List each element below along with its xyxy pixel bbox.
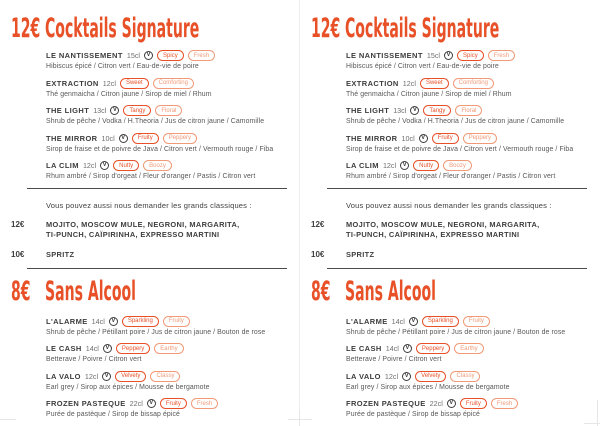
item-description: Thé genmaicha / Citron jaune / Sirop de miel / Rhum — [346, 90, 512, 98]
section-header-sans-alcool — [0, 276, 300, 306]
flavor-tag: Fresh — [191, 398, 218, 409]
item-title-line — [346, 343, 600, 354]
vegan-icon: V — [110, 106, 119, 115]
item-size: 12cl — [82, 161, 97, 170]
item-name: LA VALO — [346, 371, 381, 381]
flavor-tag: Fruity — [163, 316, 190, 327]
flavor-tag: Velvety — [415, 371, 446, 382]
flavor-tag: Floral — [455, 105, 482, 116]
flavor-tag: Sweet — [420, 78, 449, 89]
item-title-line — [46, 316, 300, 327]
item-size: 12cl — [382, 161, 397, 170]
flavor-tag: Spicy — [457, 50, 484, 61]
item-name: EXTRACTION — [46, 78, 99, 88]
section-title: Cocktails Signature — [45, 13, 200, 44]
classics-row — [300, 220, 600, 240]
crop-mark — [288, 419, 312, 420]
crop-mark — [584, 423, 600, 424]
vegan-icon: V — [444, 51, 453, 60]
item-title-line — [346, 78, 600, 89]
flavor-tag: Fruity — [132, 133, 159, 144]
item-name: THE MIRROR — [46, 133, 98, 143]
crop-mark — [299, 410, 300, 426]
divider — [327, 188, 587, 189]
item-size: 22cl — [129, 399, 143, 408]
item-name: LE NANTISSEMENT — [46, 51, 123, 60]
sans-alcool-list — [46, 316, 300, 420]
classics-names — [346, 250, 600, 260]
item-description: Sirop de fraise et de poivre de Java / Citron vert / Vermouth rouge / Fiba — [46, 145, 274, 153]
menu-item-frozen-pasteque — [346, 398, 600, 419]
item-name: L'ALARME — [346, 316, 388, 326]
classics-list — [300, 220, 600, 260]
item-title-line — [346, 105, 600, 116]
item-title-line — [46, 398, 300, 409]
item-size: 13cl — [93, 106, 107, 115]
menu-item-la-clim — [346, 160, 600, 181]
item-description: Hibiscus épicé / Citron vert / Eau-de-vie de poire — [346, 63, 499, 70]
menu-item-the-light — [46, 105, 300, 126]
menu-item-the-light — [346, 105, 600, 126]
vegan-icon: V — [147, 399, 156, 408]
item-name: LE CASH — [46, 344, 82, 353]
item-size: 14cl — [385, 344, 399, 353]
item-name: THE MIRROR — [346, 133, 398, 143]
item-size: 14cl — [85, 344, 99, 353]
flavor-tag: Velvety — [115, 371, 146, 382]
flavor-tag: Comforting — [153, 78, 194, 89]
classics-line: MOJITO, MOSCOW MULE, NEGRONI, MARGARITA, — [346, 219, 540, 229]
classics-line: TI-PUNCH, CAÏPIRINHA, EXPRESSO MARTINI — [46, 229, 220, 239]
menu-item-l-alarme — [346, 316, 600, 337]
item-name: THE LIGHT — [46, 106, 90, 115]
flavor-tag: Sparkling — [422, 316, 459, 327]
section-header-sans-alcool — [300, 276, 600, 306]
classics-row — [0, 250, 300, 260]
section-title: Sans Alcool — [45, 275, 136, 307]
section-price: 12€ — [11, 13, 41, 44]
item-name: EXTRACTION — [346, 78, 399, 88]
flavor-tag: Classy — [450, 371, 480, 382]
crop-mark — [0, 419, 16, 420]
vegan-icon: V — [400, 161, 409, 170]
flavor-tag: Sweet — [120, 78, 149, 89]
menu-panel — [300, 0, 600, 426]
flavor-tag: Nutty — [113, 160, 139, 171]
flavor-tag: Fresh — [488, 50, 515, 61]
menu-item-extraction — [346, 78, 600, 99]
item-description: Rhum ambré / Sirop d'orgeat / Fleur d'oranger / Pastis / Citron vert — [46, 173, 256, 180]
item-title-line — [46, 78, 300, 89]
flavor-tag: Earthy — [454, 343, 483, 354]
item-title-line — [46, 105, 300, 116]
classics-price: 12€ — [311, 219, 325, 229]
item-title-line — [346, 160, 600, 171]
item-size: 14cl — [91, 316, 105, 326]
item-size: 22cl — [429, 399, 443, 408]
menu-item-le-nantissement — [346, 50, 600, 71]
item-description: Purée de pastèque / Sirop de bissap épicé — [346, 411, 480, 418]
flavor-tag: Nutty — [413, 160, 439, 171]
item-title-line — [46, 50, 300, 61]
item-size: 15cl — [426, 51, 441, 60]
menu-item-le-cash — [346, 343, 600, 364]
item-description: Shrub de pêche / Pétillant poire / Jus de citron jaune / Bouton de rose — [46, 328, 266, 336]
vegan-icon: V — [403, 344, 412, 353]
flavor-tag: Tangy — [123, 105, 151, 116]
flavor-tag: Peppery — [416, 343, 450, 354]
item-size: 14cl — [391, 316, 405, 326]
section-header-cocktails — [0, 13, 300, 43]
classics-names — [46, 250, 300, 260]
item-title-line — [46, 343, 300, 354]
flavor-tag: Peppery — [116, 343, 150, 354]
menu-item-the-mirror — [46, 133, 300, 154]
vegan-icon: V — [102, 372, 111, 381]
flavor-tag: Boozy — [143, 160, 172, 171]
classics-price: 10€ — [11, 249, 25, 259]
item-title-line — [46, 371, 300, 382]
flavor-tag: Fruity — [160, 398, 187, 409]
classics-line: SPRITZ — [346, 249, 375, 259]
menu-item-frozen-pasteque — [46, 398, 300, 419]
cocktails-list — [346, 50, 600, 181]
vegan-icon: V — [409, 317, 418, 326]
item-size: 12cl — [402, 78, 416, 88]
item-name: FROZEN PASTEQUE — [46, 399, 126, 408]
item-name: LE CASH — [346, 344, 382, 353]
section-price: 8€ — [311, 275, 331, 307]
flavor-tag: Fruity — [432, 133, 459, 144]
divider — [327, 268, 587, 269]
vegan-icon: V — [103, 344, 112, 353]
flavor-tag: Comforting — [453, 78, 494, 89]
item-description: Rhum ambré / Sirop d'orgeat / Fleur d'oranger / Pastis / Citron vert — [346, 173, 556, 180]
section-price: 8€ — [11, 275, 31, 307]
item-name: LA VALO — [46, 371, 81, 381]
menu-item-le-cash — [46, 343, 300, 364]
item-description: Purée de pastèque / Sirop de bissap épicé — [46, 411, 180, 418]
classics-row — [300, 250, 600, 260]
flavor-tag: Earthy — [154, 343, 183, 354]
item-description: Betterave / Poivre / Citron vert — [346, 356, 442, 363]
item-name: FROZEN PASTEQUE — [346, 399, 426, 408]
cocktails-list — [46, 50, 300, 181]
classics-note: Vous pouvez aussi nous demander les grands classiques : — [46, 200, 252, 210]
vegan-icon: V — [144, 51, 153, 60]
flavor-tag: Peppery — [163, 133, 197, 144]
flavor-tag: Boozy — [443, 160, 472, 171]
flavor-tag: Fresh — [491, 398, 518, 409]
divider — [27, 188, 287, 189]
sans-alcool-list — [346, 316, 600, 420]
vegan-icon: V — [109, 317, 118, 326]
item-name: THE LIGHT — [346, 106, 390, 115]
flavor-tag: Spicy — [157, 50, 184, 61]
item-description: Hibiscus épicé / Citron vert / Eau-de-vie de poire — [46, 63, 199, 70]
section-title: Cocktails Signature — [345, 13, 500, 44]
classics-price: 12€ — [11, 219, 25, 229]
item-description: Earl grey / Sirop aux épices / Mousse de bergamote — [46, 383, 210, 391]
item-title-line — [346, 398, 600, 409]
divider — [27, 268, 287, 269]
item-title-line — [46, 133, 300, 144]
section-price: 12€ — [311, 13, 341, 44]
menu-item-le-nantissement — [46, 50, 300, 71]
classics-line: TI-PUNCH, CAÏPIRINHA, EXPRESSO MARTINI — [346, 229, 520, 239]
classics-price: 10€ — [311, 249, 325, 259]
item-title-line — [346, 371, 600, 382]
classics-note: Vous pouvez aussi nous demander les grands classiques : — [346, 200, 552, 210]
flavor-tag: Peppery — [463, 133, 497, 144]
item-name: LA CLIM — [346, 161, 379, 170]
item-description: Sirop de fraise et de poivre de Java / Citron vert / Vermouth rouge / Fiba — [346, 145, 574, 153]
panel-seam-line — [299, 0, 300, 426]
item-description: Betterave / Poivre / Citron vert — [46, 356, 142, 363]
item-description: Shrub de pêche / Pétillant poire / Jus de citron jaune / Bouton de rose — [346, 328, 566, 336]
menu-item-la-valo — [346, 371, 600, 392]
classics-names — [46, 220, 300, 240]
flavor-tag: Sparkling — [122, 316, 159, 327]
vegan-icon: V — [119, 134, 128, 143]
classics-names — [346, 220, 600, 240]
classics-line: SPRITZ — [46, 249, 75, 259]
item-title-line — [346, 50, 600, 61]
item-size: 10cl — [101, 133, 115, 143]
item-name: LE NANTISSEMENT — [346, 51, 423, 60]
item-description: Shrub de pêche / Vodka / H.Theoria / Jus de citron jaune / Camomille — [46, 118, 265, 125]
item-size: 10cl — [401, 133, 415, 143]
item-size: 15cl — [126, 51, 141, 60]
item-name: LA CLIM — [46, 161, 79, 170]
flavor-tag: Classy — [150, 371, 180, 382]
section-header-cocktails — [300, 13, 600, 43]
item-title-line — [46, 160, 300, 171]
menu-item-the-mirror — [346, 133, 600, 154]
flavor-tag: Fruity — [460, 398, 487, 409]
item-description: Thé genmaicha / Citron jaune / Sirop de miel / Rhum — [46, 90, 212, 98]
classics-line: MOJITO, MOSCOW MULE, NEGRONI, MARGARITA, — [46, 219, 240, 229]
menu-item-la-clim — [46, 160, 300, 181]
section-title: Sans Alcool — [345, 275, 436, 307]
item-size: 13cl — [393, 106, 407, 115]
item-size: 12cl — [102, 78, 116, 88]
item-size: 12cl — [384, 371, 399, 381]
flavor-tag: Fruity — [463, 316, 490, 327]
classics-list — [0, 220, 300, 260]
item-description: Shrub de pêche / Vodka / H.Theoria / Jus de citron jaune / Camomille — [346, 118, 565, 125]
flavor-tag: Tangy — [423, 105, 451, 116]
item-title-line — [346, 133, 600, 144]
item-title-line — [346, 316, 600, 327]
vegan-icon: V — [419, 134, 428, 143]
item-name: L'ALARME — [46, 316, 88, 326]
item-size: 12cl — [84, 371, 99, 381]
menu-item-l-alarme — [46, 316, 300, 337]
menu-item-la-valo — [46, 371, 300, 392]
classics-row — [0, 220, 300, 240]
vegan-icon: V — [410, 106, 419, 115]
flavor-tag: Floral — [155, 105, 182, 116]
item-description: Earl grey / Sirop aux épices / Mousse de bergamote — [346, 383, 510, 391]
flavor-tag: Fresh — [188, 50, 215, 61]
vegan-icon: V — [402, 372, 411, 381]
menu-item-extraction — [46, 78, 300, 99]
vegan-icon: V — [447, 399, 456, 408]
vegan-icon: V — [100, 161, 109, 170]
